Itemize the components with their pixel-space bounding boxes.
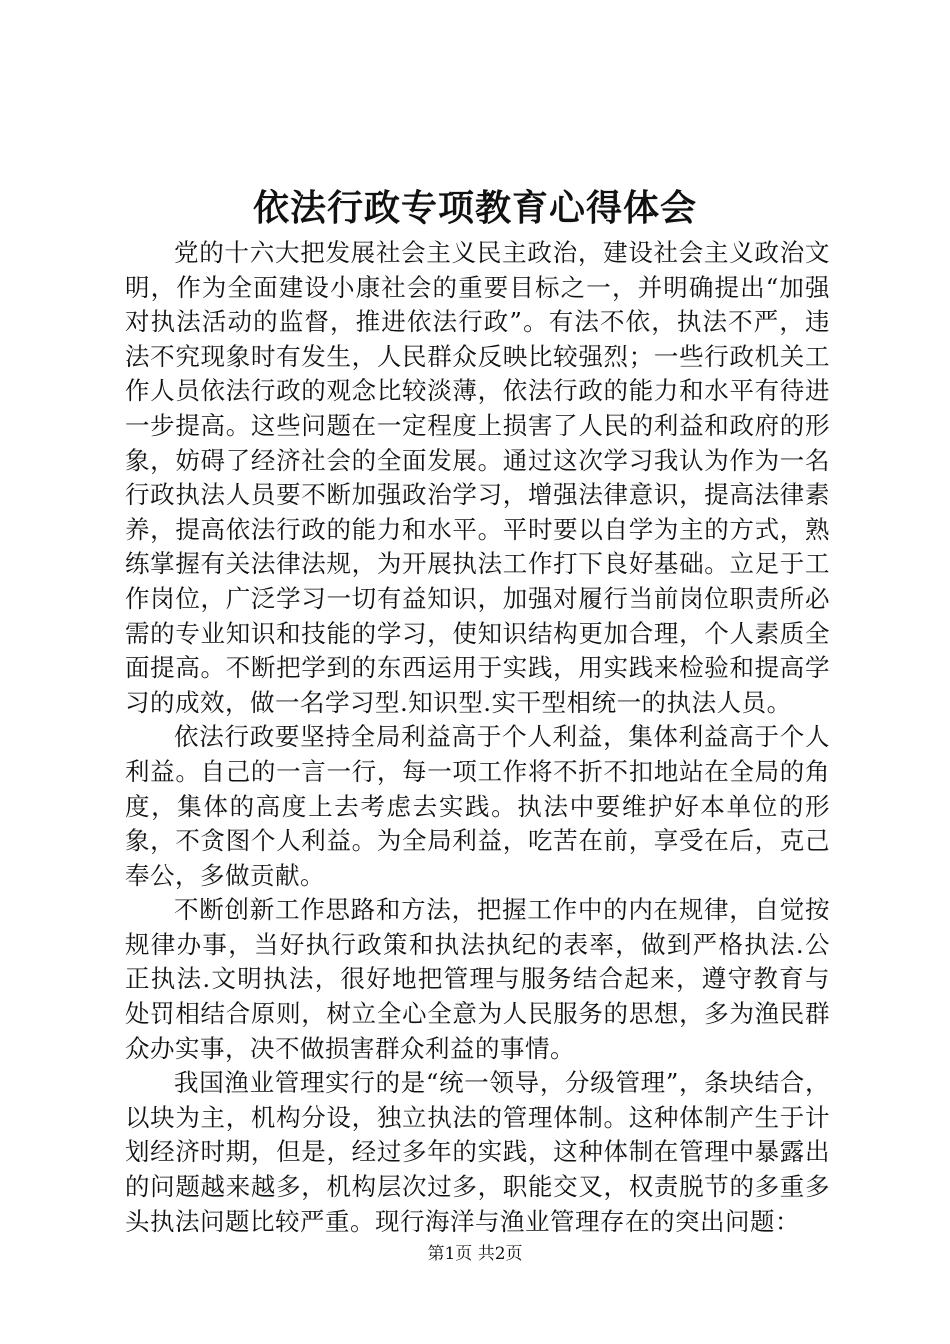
document-title: 依法行政专项教育心得体会 [252,187,697,229]
paragraph-3: 不断创新工作思路和方法，把握工作中的内在规律，自觉按规律办事，当好执行政策和执法执纪的表率，做到严格执法.公正执法.文明执法，很好地把管理与服务结合起来，遵守教育与处罚相结合原则，树立全心全意为人民服务的思想，多为渔民群众办实事，决不做损害群众利益的事情。 [125,895,830,1063]
paragraph-1: 党的十六大把发展社会主义民主政治，建设社会主义政治文明，作为全面建设小康社会的重要目标之一，并明确提出“加强对执法活动的监督，推进依法行政”。有法不依，执法不严，违法不究现象时有发生，人民群众反映比较强烈；一些行政机关工作人员依法行政的观念比较淡薄，依法行政的能力和水平有待进一步提高。这些问题在一定程度上损害了人民的利益和政府的形象，妨碍了经济社会的全面发展。通过这次学习我认为作为一名行政执法人员要不断加强政治学习，增强法律意识，提高法律素养，提高依法行政的能力和水平。平时要以自学为主的方式，熟练掌握有关法律法规，为开展执法工作打下良好基础。立足于工作岗位，广泛学习一切有益知识，加强对履行当前岗位职责所必需的专业知识和技能的学习，使知识结构更加合理，个人素质全面提高。不断把学到的东西运用于实践，用实践来检验和提高学习的成效，做一名学习型.知识型.实干型相统一的执法人员。 [125,238,830,717]
document-body [125,236,830,1239]
paragraph-2: 依法行政要坚持全局利益高于个人利益，集体利益高于个人利益。自己的一言一行，每一项工作将不折不扣地站在全局的角度，集体的高度上去考虑去实践。执法中要维护好本单位的形象，不贪图个人利益。为全局利益，吃苦在前，享受在后，克己奉公，多做贡献。 [125,722,830,890]
paragraph-4: 我国渔业管理实行的是“统一领导，分级管理”，条块结合，以块为主，机构分设，独立执法的管理体制。这种体制产生于计划经济时期，但是，经过多年的实践，这种体制在管理中暴露出的问题越来越多，机构层次过多，职能交叉，权责脱节的多重多头执法问题比较严重。现行海洋与渔业管理存在的突出问题： [125,1068,830,1236]
page-number-footer: 第1页 共2页 [427,1244,523,1264]
